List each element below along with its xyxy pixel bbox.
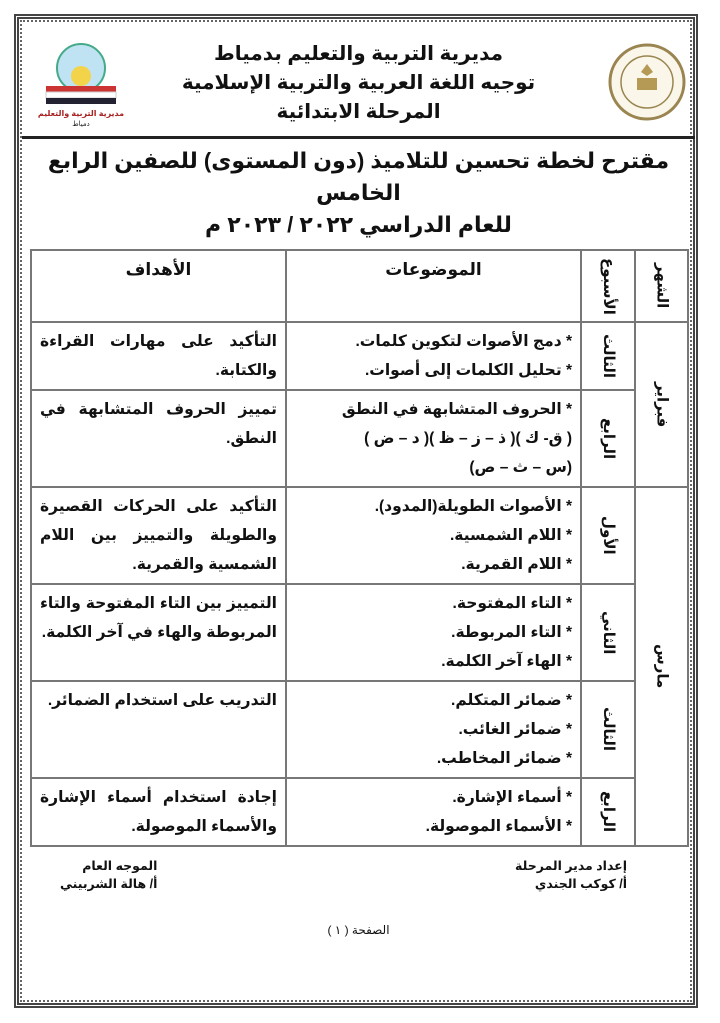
table-row	[31, 584, 688, 681]
topics-cell	[286, 681, 581, 778]
week-cell: الثالث	[581, 322, 635, 390]
topic-item: * تحليل الكلمات إلى أصوات.	[364, 362, 572, 379]
week-cell: الثاني	[581, 584, 635, 681]
header-text	[160, 40, 557, 127]
week-cell: الثالث	[581, 681, 635, 778]
table-row	[31, 390, 688, 487]
table-row	[31, 778, 688, 846]
supervisor-label: الموجه العام	[82, 859, 158, 873]
topic-item: * الحروف المتشابهة في النطق	[341, 401, 572, 418]
topic-item: ( ق- ك )( ذ – ز – ظ )( د – ض )	[364, 430, 572, 447]
topic-item: * أسماء الإشارة.	[452, 789, 572, 806]
supervisor-block	[60, 857, 157, 893]
topic-item: * ضمائر المخاطب.	[436, 750, 572, 767]
topics-cell	[286, 778, 581, 846]
topics-cell	[286, 584, 581, 681]
prepared-by-label: إعداد مدير المرحلة	[515, 859, 627, 873]
topic-item: * دمج الأصوات لتكوين كلمات.	[355, 333, 572, 350]
goal-cell: التدريب على استخدام الضمائر.	[31, 681, 286, 778]
header-divider	[22, 136, 695, 139]
header-stage: المرحلة الابتدائية	[276, 101, 441, 123]
topics-cell	[286, 322, 581, 390]
table-header-row	[31, 250, 688, 322]
week-cell: الأول	[581, 487, 635, 584]
topic-item: * التاء المفتوحة.	[452, 595, 572, 612]
topic-item: * التاء المربوطة.	[451, 624, 572, 641]
header-department: توجيه اللغة العربية والتربية الإسلامية	[181, 72, 536, 94]
topic-item: * الهاء آخر الكلمة.	[441, 653, 572, 670]
header-month: الشهر	[635, 250, 688, 322]
header-directorate: مديرية التربية والتعليم بدمياط	[213, 43, 504, 65]
topics-cell	[286, 390, 581, 487]
goal-cell: تمييز الحروف المتشابهة في النطق.	[31, 390, 286, 487]
signatures	[30, 857, 687, 893]
document-title: مقترح لخطة تحسين للتلاميذ (دون المستوى) للصفين الرابع الخامس	[47, 148, 670, 205]
ministry-seal	[607, 42, 687, 122]
header	[30, 36, 687, 132]
supervisor-name: أ/ هالة الشربيني	[60, 877, 158, 891]
table-row	[31, 487, 688, 584]
goal-cell: التمييز بين التاء المفتوحة والتاء المربوطة والهاء في آخر الكلمة.	[31, 584, 286, 681]
topic-item: * ضمائر المتكلم.	[451, 692, 572, 709]
topic-item: * الأسماء الموصولة.	[425, 818, 572, 835]
prepared-by-block	[515, 857, 627, 893]
goal-cell: التأكيد على الحركات القصيرة والطويلة والتمييز بين اللام الشمسية والقمرية.	[31, 487, 286, 584]
topic-item: * الأصوات الطويلة(المدود).	[374, 498, 572, 515]
table-row	[31, 322, 688, 390]
week-cell: الرابع	[581, 390, 635, 487]
topics-cell	[286, 487, 581, 584]
prepared-by-name: أ/ كوكب الجندي	[534, 877, 627, 891]
topic-item: * اللام الشمسية.	[449, 527, 572, 544]
week-cell: الرابع	[581, 778, 635, 846]
goal-cell: التأكيد على مهارات القراءة والكتابة.	[31, 322, 286, 390]
table-row	[31, 681, 688, 778]
month-cell: مارس	[635, 487, 688, 846]
plan-table	[30, 249, 689, 847]
header-topics: الموضوعات	[286, 250, 581, 322]
topic-item: (س – ث – ص)	[469, 459, 572, 476]
header-week: الأسبوع	[581, 250, 635, 322]
header-goals: الأهداف	[31, 250, 286, 322]
month-cell: فبراير	[635, 322, 688, 487]
goal-cell: إجادة استخدام أسماء الإشارة والأسماء الموصولة.	[31, 778, 286, 846]
svg-text:مديرية التربية والتعليم: مديرية التربية والتعليم	[38, 109, 124, 118]
page-number: الصفحة ( ١ )	[327, 923, 390, 937]
svg-text:دمياط: دمياط	[72, 121, 90, 128]
directorate-logo	[38, 38, 124, 128]
topic-item: * ضمائر الغائب.	[458, 721, 572, 738]
topic-item: * اللام القمرية.	[461, 556, 572, 573]
document-subtitle: للعام الدراسي ٢٠٢٢ / ٢٠٢٣ م	[205, 212, 512, 237]
